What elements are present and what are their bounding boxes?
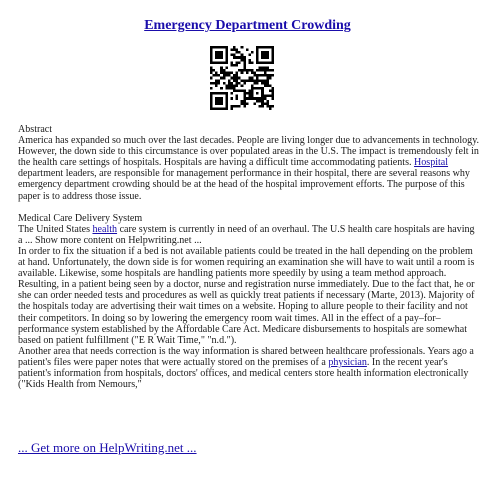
section-paragraph-2: In order to fix the situation if a bed is not available patients could be treated in the hall depending on the problem at hand. Unfortunately, the down side is for women requiring an examination she will have to wait until a room is available. Likewise, some hospitals are handling patients more speedily by using a team method approach. Resulting, in a patient being seen by a doctor, nurse and registration nurse immediately. Due to the fact that, he or she can order needed tests and procedures as well as quickly treat patients if necessary (Marte, 2013). Majority of the hospitals today are advertising their wait times on a website. Hoping to allure people to their facility and not their competitors. In doing so by lowering the emergency room wait times. All in the effect of a pay–for–performance system established by the Affordable Care Act. Medicare disbursements to hospitals are somewhat based on patient fulfillment ("E R Wait Time," "n.d."). — [18, 245, 475, 346]
document-body — [18, 124, 480, 390]
physician-link[interactable]: physician — [328, 356, 367, 368]
hospital-link[interactable]: Hospital — [414, 157, 449, 169]
section-p1-text-2: care system is currently in need of an overhaul. The U.S health care hospitals are having a ... Show more content on Helpwriting.net ... — [18, 223, 475, 246]
get-more-link[interactable]: ... Get more on HelpWriting.net ... — [18, 440, 197, 455]
health-link[interactable]: health — [92, 223, 118, 235]
section-p1-text-1: The United States — [18, 223, 93, 235]
abstract-paragraph — [18, 135, 480, 202]
section-paragraph-1 — [18, 224, 480, 246]
section-p3-text-1: Another area that needs correction is the way information is shared between healthcare professionals. Years ago a patient's files were paper notes that were actually stored on the premises of a — [18, 345, 474, 368]
abstract-text-2: department leaders, are responsible for management performance in their hospital, there are several reasons why emergency department crowding should be at the head of the hospital improvement efforts. The purpose of this paper is to address those issue. — [18, 168, 470, 202]
paragraph-gap — [18, 202, 480, 213]
qr-code-image — [210, 46, 274, 110]
abstract-heading: Abstract — [18, 124, 53, 135]
section-p3-text-2: . In the recent year's patient's information from hospitals, doctors' offices, and medical centers store health information electronically ("Kids Health from Nemours," — [18, 356, 469, 391]
abstract-text-1: America has expanded so much over the last decades. People are living longer due to advancements in technology. However, the down side to this circumstance is over populated areas in the U.S. The impact is tremendously felt in the health care settings of hospitals. Hospitals are having a difficult time accommodating patients. — [18, 135, 480, 169]
section-paragraph-3 — [18, 346, 480, 390]
document-title-link[interactable]: Emergency Department Crowding — [144, 18, 351, 33]
section-heading: Medical Care Delivery System — [18, 212, 143, 224]
